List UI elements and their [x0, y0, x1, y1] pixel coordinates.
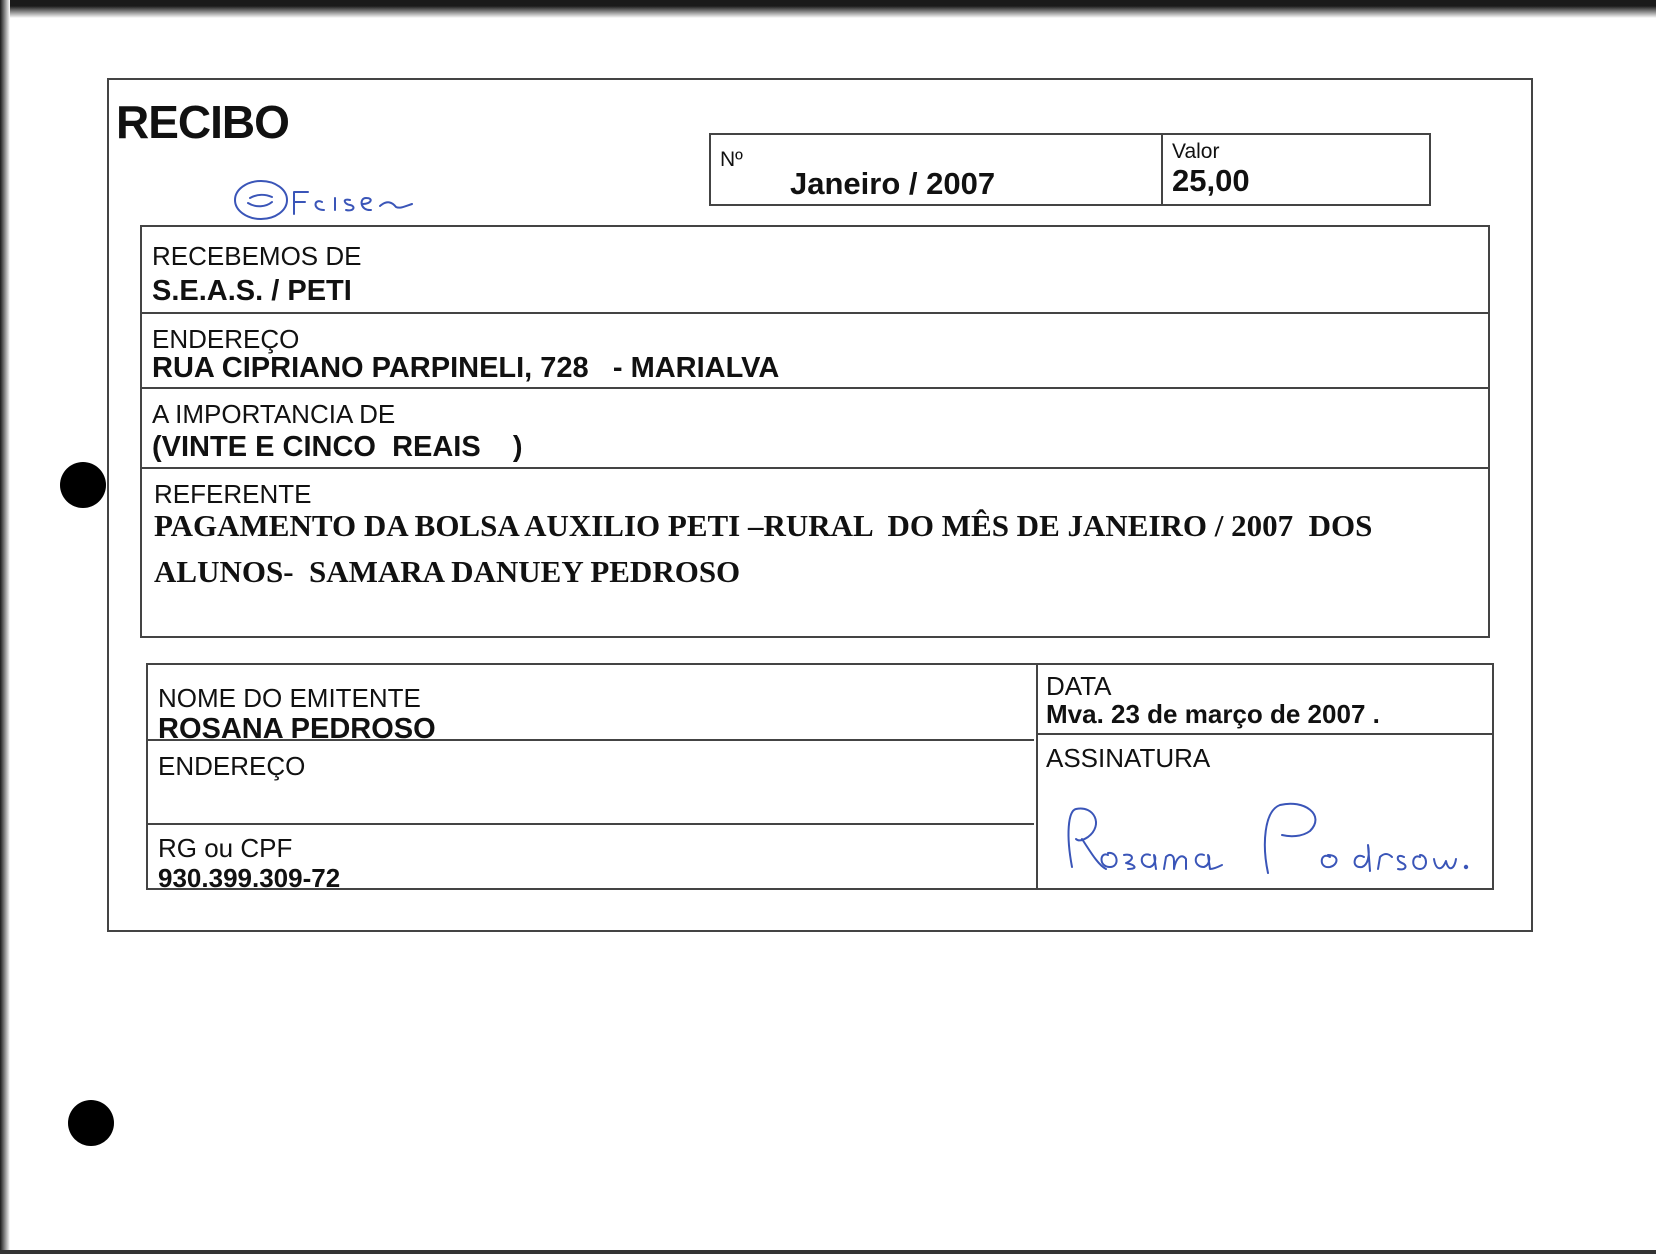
data-value: Mva. 23 de março de 2007 . [1046, 699, 1380, 729]
scan-edge-bottom [0, 1250, 1656, 1254]
nome-emitente-row [148, 665, 1034, 745]
recebemos-de-label: RECEBEMOS DE [152, 241, 362, 271]
payer-info-box [140, 225, 1490, 638]
endereco-pagador-row [142, 312, 1488, 389]
punch-hole-bottom [68, 1100, 114, 1146]
rg-cpf-row [148, 823, 1034, 892]
recebemos-de-value: S.E.A.S. / PETI [152, 275, 352, 307]
importancia-value: (VINTE E CINCO REAIS ) [152, 431, 523, 463]
receipt-title: RECIBO [116, 96, 289, 148]
assinatura-row [1038, 733, 1492, 892]
importancia-row [142, 387, 1488, 469]
scan-edge-top [0, 0, 1656, 22]
referente-value: PAGAMENTO DA BOLSA AUXILIO PETI –RURAL DO MÊS DE JANEIRO / 2007 DOS ALUNOS- SAMARA DANUEY PEDROSO [154, 508, 1379, 589]
nome-emitente-label: NOME DO EMITENTE [158, 683, 421, 713]
referente-row [142, 467, 1488, 640]
referente-label: REFERENTE [154, 479, 312, 509]
nome-emitente-value: ROSANA PEDROSO [158, 713, 436, 745]
valor-cell [1161, 135, 1429, 204]
numero-value: Janeiro / 2007 [790, 166, 996, 201]
signature [1058, 795, 1478, 885]
handwritten-note [232, 176, 422, 224]
punch-hole-top [60, 462, 106, 508]
data-row [1038, 665, 1492, 733]
valor-label: Valor [1172, 140, 1220, 163]
numero-valor-box [709, 133, 1431, 206]
rg-cpf-label: RG ou CPF [158, 833, 293, 863]
importancia-label: A IMPORTANCIA DE [152, 399, 396, 429]
endereco-emitente-row [148, 739, 1034, 825]
recebemos-de-row [142, 227, 1488, 312]
endereco-pagador-value: RUA CIPRIANO PARPINELI, 728 - MARIALVA [152, 352, 780, 384]
valor-value: 25,00 [1172, 163, 1250, 198]
data-assinatura-column [1036, 665, 1492, 888]
issuer-info-box [146, 663, 1494, 893]
endereco-emitente-label: ENDEREÇO [158, 751, 306, 781]
data-label: DATA [1046, 671, 1112, 701]
assinatura-label: ASSINATURA [1046, 743, 1211, 773]
numero-label: Nº [720, 148, 743, 171]
rg-cpf-value: 930.399.309-72 [158, 863, 341, 893]
endereco-pagador-label: ENDEREÇO [152, 324, 300, 354]
scan-edge-left [0, 0, 10, 1254]
